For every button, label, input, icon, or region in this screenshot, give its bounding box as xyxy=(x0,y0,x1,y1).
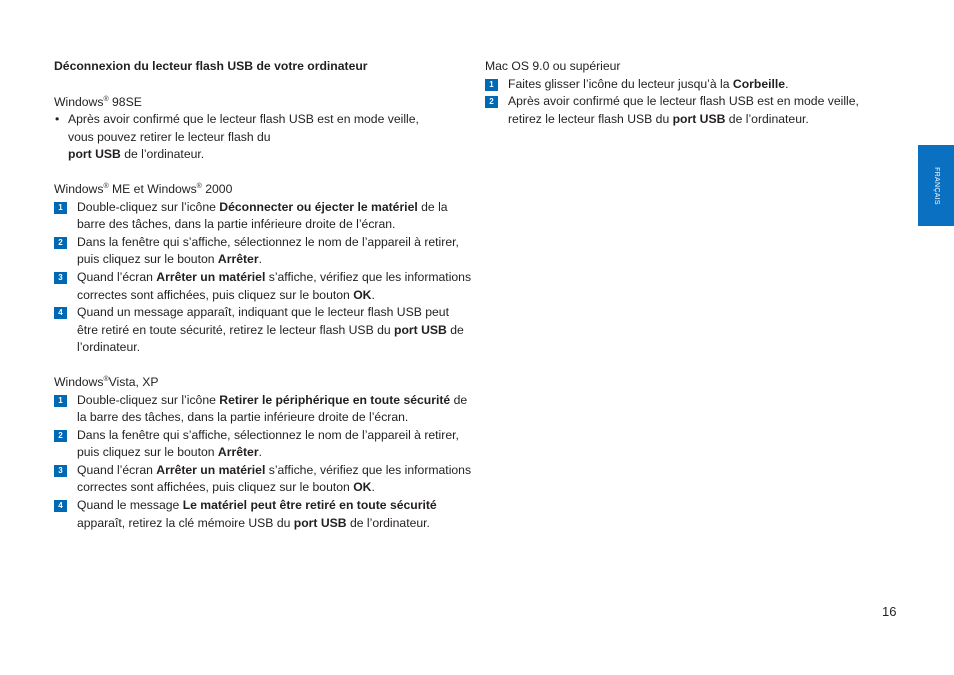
step-number-badge: 3 xyxy=(54,465,67,477)
step-item: 2 Après avoir confirmé que le lecteur flash USB est en mode veille, retirez le lecteur flash USB du port USB de l’ordinateur. xyxy=(485,93,895,128)
step-number-badge: 1 xyxy=(485,79,498,91)
step-item: 1 Double-cliquez sur l’icône Retirer le périphérique en toute sécurité de la barre des tâches, dans la partie inférieure droite de l’écran. xyxy=(54,392,472,427)
step-number-badge: 3 xyxy=(54,272,67,284)
bullet-item: • Après avoir confirmé que le lecteur flash USB est en mode veille, vous pouvez retirer le lecteur flash du port USB de l’ordinateur. xyxy=(55,112,419,162)
step-item: 4 Quand le message Le matériel peut être retiré en toute sécurité apparaît, retirez la clé mémoire USB du port USB de l’ordinateur. xyxy=(54,497,472,532)
section-winvista xyxy=(54,374,472,532)
page-number: 16 xyxy=(882,604,897,619)
step-item: 4 Quand un message apparaît, indiquant que le lecteur flash USB peut être retiré en toute sécurité, retirez le lecteur flash USB du port USB de l’ordinateur. xyxy=(54,304,472,357)
section-winme xyxy=(54,181,472,357)
step-number-badge: 2 xyxy=(54,430,67,442)
step-item: 1 Faites glisser l’icône du lecteur jusqu’à la Corbeille. xyxy=(485,76,895,94)
step-item: 3 Quand l’écran Arrêter un matériel s’affiche, vérifiez que les informations correctes sont affichées, puis cliquez sur le bouton OK. xyxy=(54,269,472,304)
step-item: 2 Dans la fenêtre qui s’affiche, sélectionnez le nom de l’appareil à retirer, puis cliquez sur le bouton Arrêter. xyxy=(54,234,472,269)
section-title-mac: Mac OS 9.0 ou supérieur xyxy=(485,59,621,73)
step-item: 3 Quand l’écran Arrêter un matériel s’affiche, vérifiez que les informations correctes sont affichées, puis cliquez sur le bouton OK. xyxy=(54,462,472,497)
page-heading: Déconnexion du lecteur flash USB de votre ordinateur xyxy=(54,59,368,73)
step-number-badge: 1 xyxy=(54,395,67,407)
left-column xyxy=(54,58,472,549)
section-title-winvista: Windows®Vista, XP xyxy=(54,374,159,389)
step-number-badge: 2 xyxy=(54,237,67,249)
step-number-badge: 4 xyxy=(54,307,67,319)
step-number-badge: 2 xyxy=(485,96,498,108)
section-mac xyxy=(485,58,895,128)
right-column xyxy=(485,58,895,145)
section-title-winme: Windows® ME et Windows® 2000 xyxy=(54,181,233,196)
language-tab xyxy=(918,145,954,226)
language-tab-label: FRANÇAIS xyxy=(932,166,940,205)
step-number-badge: 1 xyxy=(54,202,67,214)
bullet-icon: • xyxy=(55,112,60,127)
step-number-badge: 4 xyxy=(54,500,67,512)
section-title-win98: Windows® 98SE xyxy=(54,94,142,109)
section-win98 xyxy=(54,94,472,164)
step-item: 1 Double-cliquez sur l’icône Déconnecter ou éjecter le matériel de la barre des tâches, dans la partie inférieure droite de l’écran. xyxy=(54,199,472,234)
step-item: 2 Dans la fenêtre qui s’affiche, sélectionnez le nom de l’appareil à retirer, puis cliquez sur le bouton Arrêter. xyxy=(54,427,472,462)
